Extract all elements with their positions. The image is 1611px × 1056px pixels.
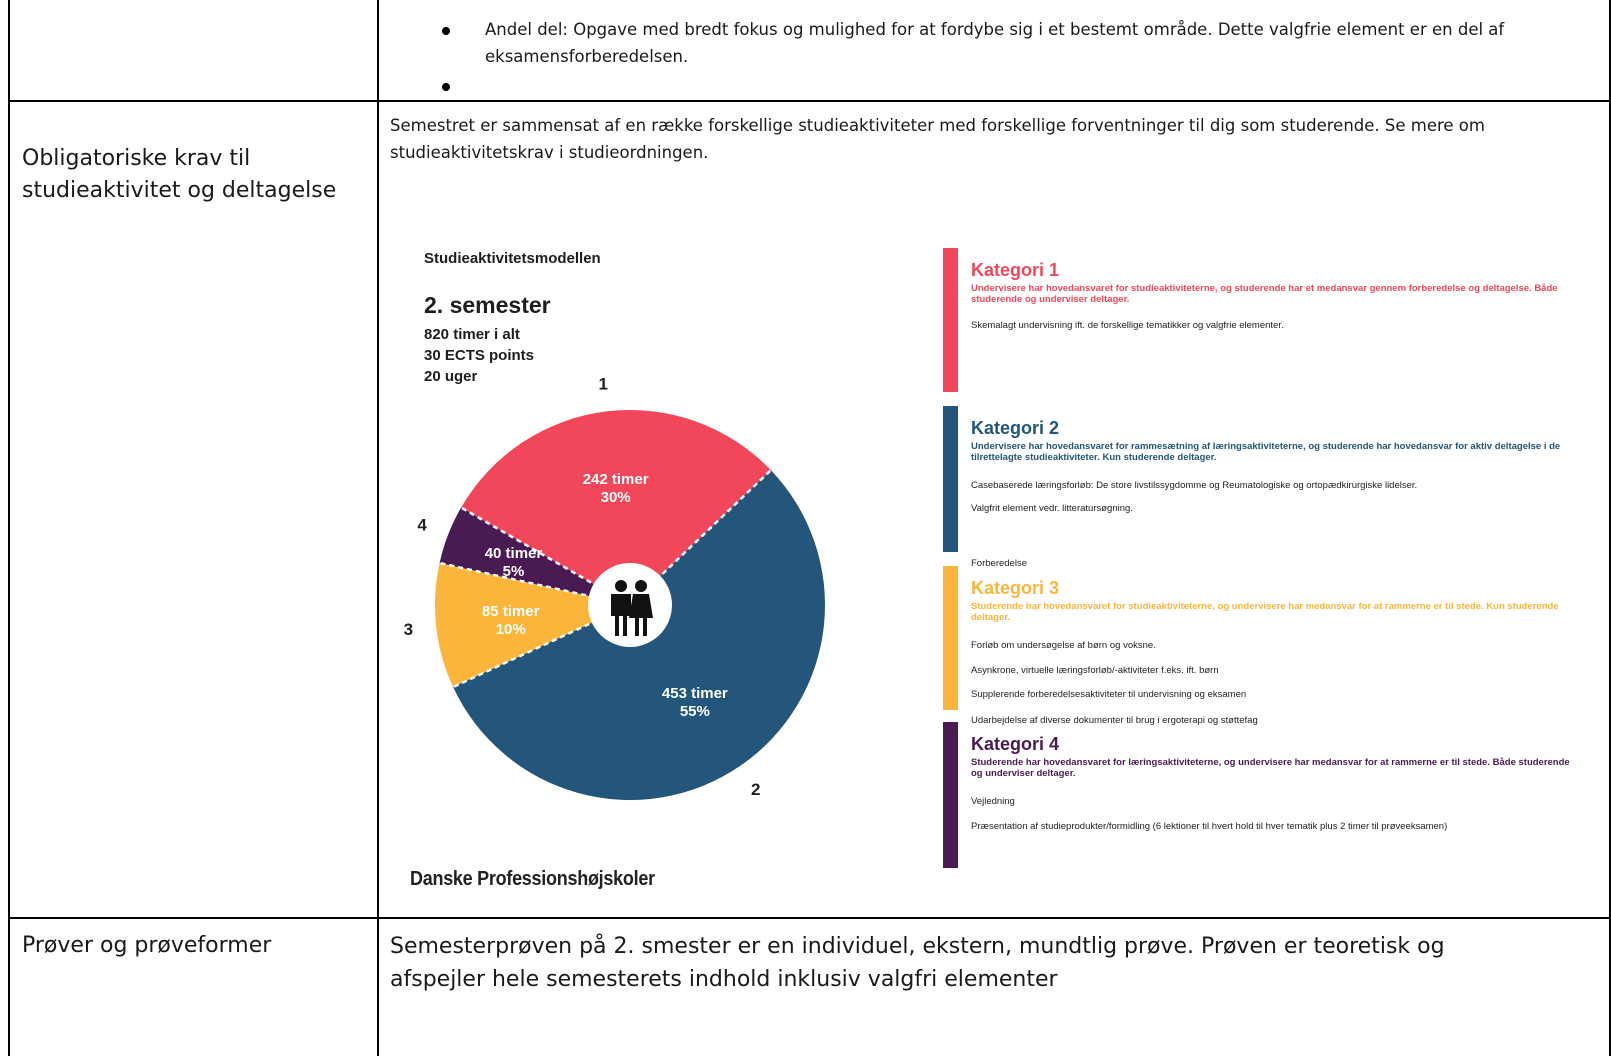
organisation-logo-text: Danske Professionshøjskoler — [410, 868, 655, 890]
category-1-description: Undervisere har hovedansvaret for studieaktiviteterne, og studerende har et medansvar gennem forberedelse og deltagelse. Både studerende og underviser deltager. — [971, 283, 1558, 305]
table-border — [377, 0, 379, 1056]
category-2-item: Casebaserede læringsforløb: De store livstilssygdomme og Reumatologiske og ortopædkirurgiske lidelser. — [971, 480, 1418, 491]
table-border — [8, 0, 10, 1056]
semester-title: 2. semester — [424, 292, 551, 318]
category-2 — [943, 406, 1583, 552]
figure-title: Studieaktivitetsmodellen — [424, 250, 601, 267]
category-4-item: Vejledning — [971, 796, 1015, 807]
table-border — [8, 100, 1611, 102]
exam-description: Semesterprøven på 2. smester er en individuel, ekstern, mundtlig prøve. Prøven er teoretisk og afspejler hele semesterets indhold inklusiv valgfri elementer — [390, 934, 1445, 992]
bullet-marker-empty — [442, 83, 450, 91]
category-3-title: Kategori 3 — [971, 578, 1060, 598]
category-3-description: Studerende har hovedansvaret for studieaktiviteterne, og undervisere har medansvar for at rammerne er til stede. Kun studerende deltager. — [971, 601, 1559, 623]
category-3-item: Supplerende forberedelsesaktiviteter til undervisning og eksamen — [971, 689, 1247, 700]
pie-slice-percent-label: 55% — [679, 702, 710, 720]
row-label-study-activity: Obligatoriske krav til studieaktivitet og deltagelse — [22, 146, 337, 203]
free-item-preparation: Forberedelse — [971, 558, 1027, 569]
category-1-color-bar — [943, 248, 958, 392]
category-4 — [943, 722, 1583, 868]
category-3-color-bar — [943, 566, 958, 710]
bullet-text: Andel del: Opgave med bredt fokus og mulighed for at fordybe sig i et bestemt område. Dette valgfrie element er en del af eksamensforberedelsen. — [485, 20, 1505, 66]
pie-slice-percent-label: 5% — [502, 562, 525, 580]
category-3-item: Asynkrone, virtuelle læringsforløb/-aktiviteter f.eks. ift. børn — [971, 664, 1219, 676]
semester-hours: 820 timer i alt — [424, 326, 520, 343]
pie-category-number: 4 — [417, 515, 427, 535]
category-4-description: Studerende har hovedansvaret for læringsaktiviteterne, og undervisere har medansvar for at rammerne er til stede. Både studerende og underviser deltager. — [971, 757, 1570, 779]
category-3 — [943, 566, 1583, 710]
semester-weeks: 20 uger — [424, 368, 478, 385]
pie-category-number: 1 — [598, 374, 609, 394]
category-3-item: Forløb om undersøgelse af børn og voksne. — [971, 640, 1156, 651]
category-1-title: Kategori 1 — [971, 260, 1060, 280]
pie-slice-value-label: 40 timer — [484, 544, 543, 562]
category-2-title: Kategori 2 — [971, 418, 1060, 438]
pie-slice-value-label: 242 timer — [582, 470, 649, 488]
bullet-marker — [442, 27, 450, 35]
category-2-description: Undervisere har hovedansvaret for rammesætning af læringsaktiviteterne, og studerende har hovedansvar for aktiv deltagelse i de tilrettelagte studieaktiviteter. Kun studerende deltager. — [971, 441, 1561, 463]
pie-category-number: 3 — [403, 620, 414, 640]
pie-chart — [400, 240, 940, 840]
free-item-documents: Udarbejdelse af diverse dokumenter til brug i ergoterapi og støttefag — [971, 715, 1258, 726]
category-2-color-bar — [943, 406, 958, 552]
row-label-exams: Prøver og prøveformer — [22, 933, 272, 958]
category-1-item: Skemalagt undervisning ift. de forskellige tematikker og valgfrie elementer. — [971, 320, 1284, 331]
category-4-item: Præsentation af studieprodukter/formidling (6 lektioner til hvert hold til hver tematik plus 2 timer til prøveeksamen) — [971, 820, 1448, 832]
pie-slice-value-label: 85 timer — [481, 603, 540, 621]
study-activity-model-figure — [400, 240, 1600, 920]
semester-ects: 30 ECTS points — [424, 347, 535, 364]
pie-slice-value-label: 453 timer — [661, 684, 728, 702]
pie-category-number: 2 — [750, 780, 761, 800]
category-4-color-bar — [943, 722, 958, 868]
category-2-item: Valgfrit element vedr. litteratursøgning. — [971, 502, 1133, 514]
category-4-title: Kategori 4 — [971, 734, 1060, 754]
study-activity-intro: Semestret er sammensat af en række forskellige studieaktiviteter med forskellige forventninger til dig som studerende. Se mere om studieaktivitetskrav i studieordningen. — [390, 116, 1485, 162]
pie-slice-percent-label: 10% — [495, 621, 526, 639]
category-1 — [943, 248, 1583, 392]
pie-slice-percent-label: 30% — [600, 488, 631, 506]
